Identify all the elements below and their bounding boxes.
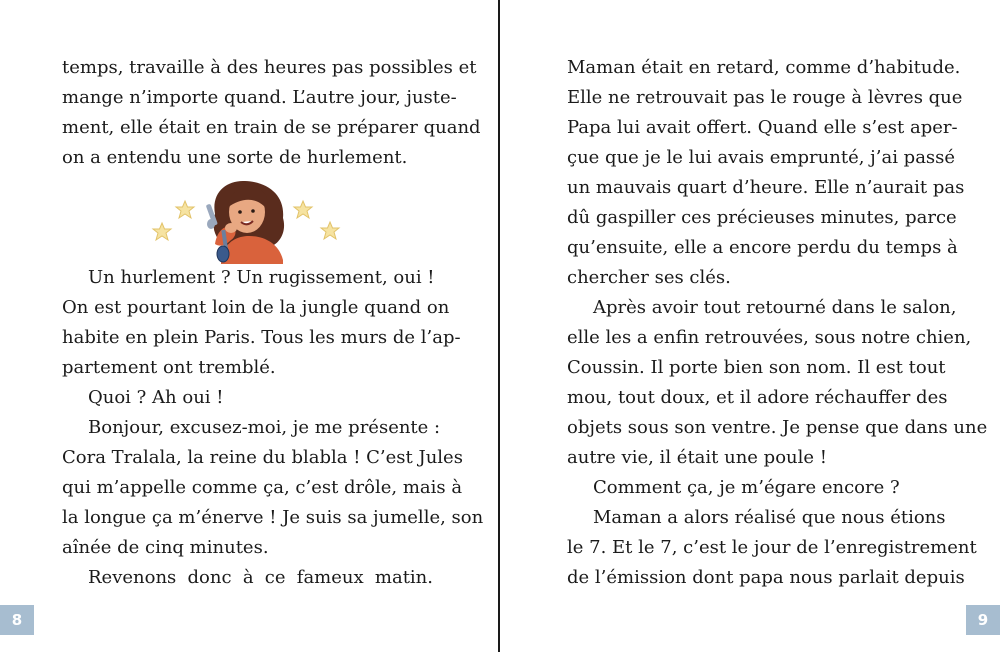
girl-singing-illustration: [145, 174, 350, 264]
text-line: çue que je le lui avais emprunté, j’ai passé: [567, 147, 956, 168]
text-line: Cora Tralala, la reine du blabla ! C’est Jules: [62, 447, 463, 468]
text-line: ment, elle était en train de se préparer quand: [62, 117, 481, 138]
text-line: de l’émission dont papa nous parlait depuis: [567, 567, 965, 588]
text-line: qu’ensuite, elle a encore perdu du temps à: [567, 237, 958, 258]
text-line: on a entendu une sorte de hurlement.: [62, 147, 408, 168]
text-line: chercher ses clés.: [567, 267, 731, 288]
text-line: Elle ne retrouvait pas le rouge à lèvres que: [567, 87, 963, 108]
page-number-left: 8: [0, 605, 34, 635]
text-line: Maman a alors réalisé que nous étions: [593, 507, 946, 528]
text-line: Quoi ? Ah oui !: [88, 387, 224, 408]
text-line: Coussin. Il porte bien son nom. Il est tout: [567, 357, 946, 378]
text-line: Comment ça, je m’égare encore ?: [593, 477, 900, 498]
text-line: elle les a enfin retrouvées, sous notre chien,: [567, 327, 972, 348]
text-line: objets sous son ventre. Je pense que dans une: [567, 417, 988, 438]
text-line: aînée de cinq minutes.: [62, 537, 269, 558]
text-line: mou, tout doux, et il adore réchauffer des: [567, 387, 948, 408]
text-line: un mauvais quart d’heure. Elle n’aurait pas: [567, 177, 965, 198]
text-line: habite en plein Paris. Tous les murs de l’ap-: [62, 327, 461, 348]
text-line: Bonjour, excusez-moi, je me présente :: [88, 417, 441, 438]
text-line: partement ont tremblé.: [62, 357, 276, 378]
text-line: Revenons donc à ce fameux matin.: [88, 567, 433, 588]
text-line: Maman était en retard, comme d’habitude.: [567, 57, 961, 78]
text-line: qui m’appelle comme ça, c’est drôle, mais à: [62, 477, 463, 498]
text-line: Après avoir tout retourné dans le salon,: [593, 297, 957, 318]
text-line: Papa lui avait offert. Quand elle s’est aper-: [567, 117, 958, 138]
text-line: mange n’importe quand. L’autre jour, juste-: [62, 87, 457, 108]
text-line: Un hurlement ? Un rugissement, oui !: [88, 267, 435, 288]
book-spine: [498, 0, 500, 652]
text-line: On est pourtant loin de la jungle quand on: [62, 297, 450, 318]
page-number-right: 9: [966, 605, 1000, 635]
text-line: dû gaspiller ces précieuses minutes, parce: [567, 207, 957, 228]
text-line: le 7. Et le 7, c’est le jour de l’enregistrement: [567, 537, 977, 558]
text-line: la longue ça m’énerve ! Je suis sa jumelle, son: [62, 507, 484, 528]
text-line: autre vie, il était une poule !: [567, 447, 827, 468]
text-line: temps, travaille à des heures pas possibles et: [62, 57, 477, 78]
